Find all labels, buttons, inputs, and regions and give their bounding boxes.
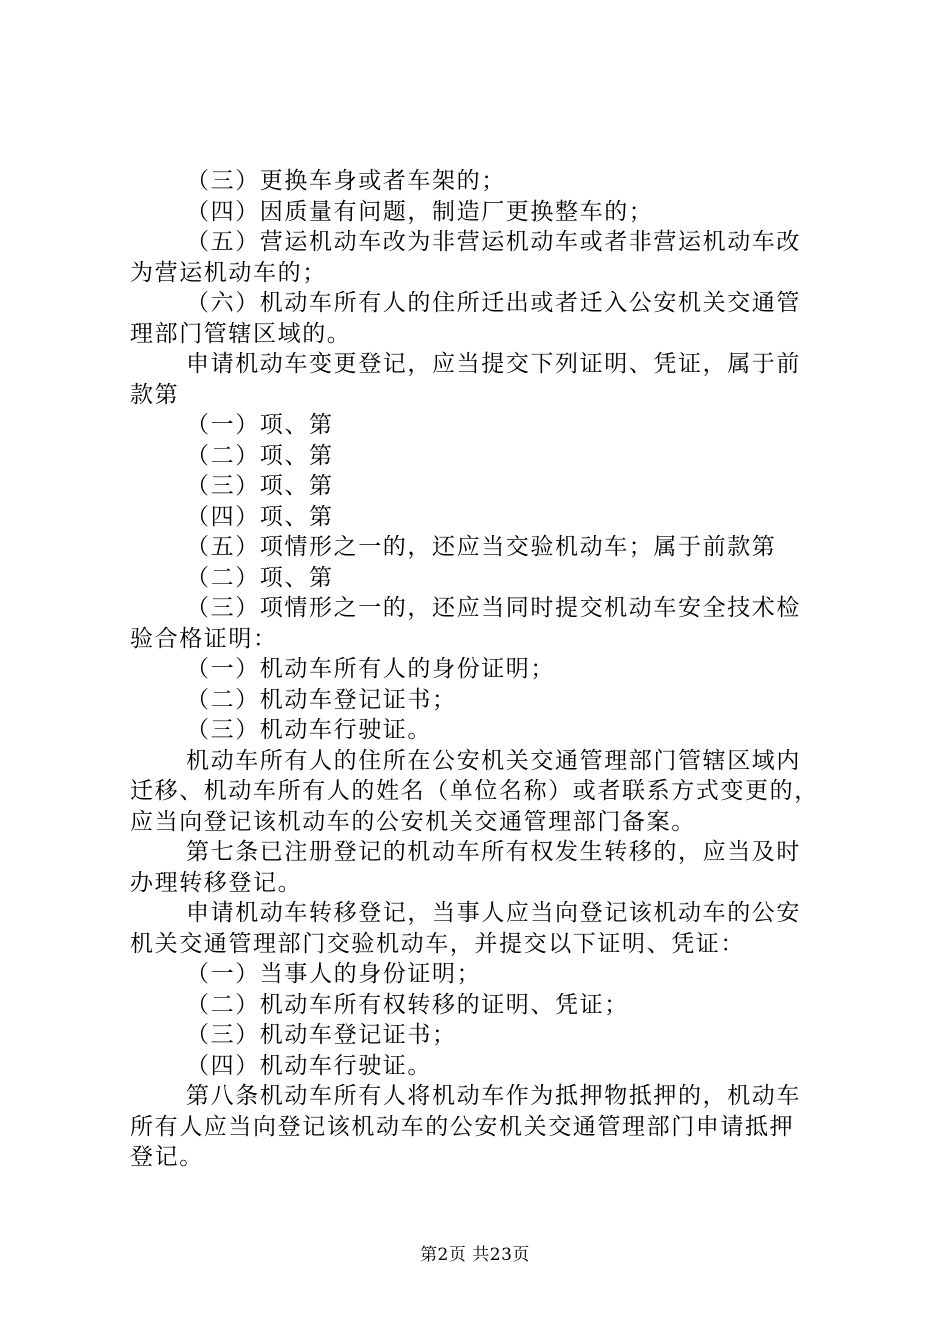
text-line: 迁移、机动车所有人的姓名（单位名称）或者联系方式变更的，	[130, 778, 819, 804]
text-line: 理部门管辖区域的。	[130, 320, 352, 347]
text-line: （四）项、第	[186, 503, 334, 530]
text-line: 申请机动车转移登记，当事人应当向登记该机动车的公安	[186, 900, 801, 926]
text-line: （三）机动车行驶证。	[186, 717, 432, 743]
text-line: 验合格证明：	[130, 625, 278, 652]
document-body	[130, 166, 835, 1173]
text-line: （二）机动车登记证书；	[186, 686, 457, 713]
text-line: 第七条已注册登记的机动车所有权发生转移的，应当及时	[186, 839, 801, 865]
text-line: （五）项情形之一的，还应当交验机动车；属于前款第	[186, 534, 777, 560]
text-line: （一）当事人的身份证明；	[186, 961, 482, 987]
text-line: （五）营运机动车改为非营运机动车或者非营运机动车改	[186, 229, 801, 255]
text-line: 办理转移登记。	[130, 869, 303, 896]
text-line: 款第	[130, 381, 180, 408]
text-line: （四）机动车行驶证。	[186, 1052, 432, 1079]
text-line: （三）项情形之一的，还应当同时提交机动车安全技术检	[186, 595, 801, 621]
text-line: （三）项、第	[186, 473, 334, 499]
text-line: 申请机动车变更登记，应当提交下列证明、凭证，属于前	[186, 351, 801, 377]
text-line: 机关交通管理部门交验机动车，并提交以下证明、凭证：	[130, 930, 745, 957]
text-line: （三）机动车登记证书；	[186, 1022, 457, 1048]
text-line: （一）机动车所有人的身份证明；	[186, 656, 555, 682]
text-line: （一）项、第	[186, 412, 334, 438]
text-line: 机动车所有人的住所在公安机关交通管理部门管辖区域内	[186, 747, 801, 774]
text-line: 为营运机动车的；	[130, 259, 327, 286]
text-line: 登记。	[130, 1144, 204, 1170]
text-line: （二）项、第	[186, 442, 334, 469]
text-line: 第八条机动车所有人将机动车作为抵押物抵押的，机动车	[186, 1083, 801, 1109]
text-line: 应当向登记该机动车的公安机关交通管理部门备案。	[130, 808, 696, 835]
text-line: （三）更换车身或者车架的；	[186, 168, 506, 194]
text-line: （二）项、第	[186, 564, 334, 591]
text-line: 所有人应当向登记该机动车的公安机关交通管理部门申请抵押	[130, 1113, 795, 1140]
text-line: （二）机动车所有权转移的证明、凭证；	[186, 991, 629, 1018]
text-line: （六）机动车所有人的住所迁出或者迁入公安机关交通管	[186, 290, 801, 316]
page-number-footer: 第2页 共23页	[420, 1245, 530, 1265]
text-line: （四）因质量有问题，制造厂更换整车的；	[186, 198, 654, 225]
